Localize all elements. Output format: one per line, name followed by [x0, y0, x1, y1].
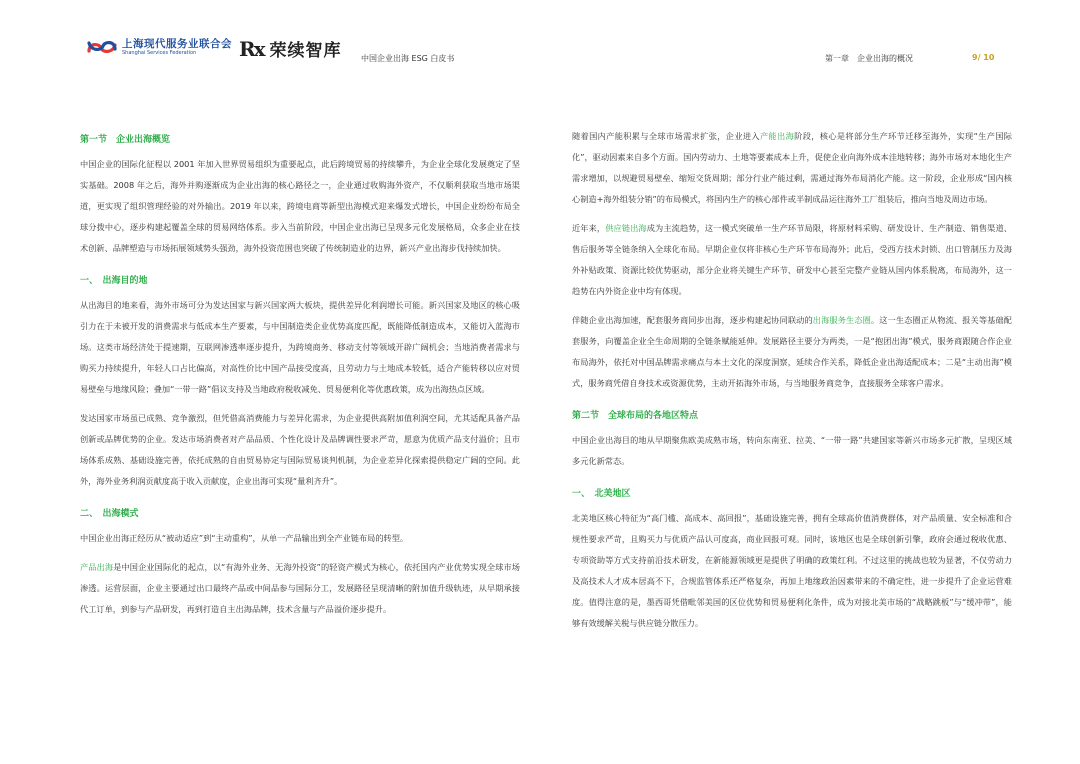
federation-name-en: Shanghai Services Federation: [122, 49, 197, 56]
section-heading: 第一节 企业出海概览: [80, 135, 171, 145]
paragraph: 中国企业的国际化征程以 2001 年加入世界贸易组织为重要起点，此后跨境贸易的持续攀升，为企业全球化发展奠定了坚实基础。2008 年之后，海外并购逐渐成为企业出海的核心路径之一，企业通过收购海外资产，不仅顺利获取当地市场渠道，更实现了组织管理经验的对外输出。2019 年以来，跨境电商等新型出海模式迎来爆发式增长，中国企业纷纷布局全球分拨中心，逐步构建起覆盖全球的贸易网络体系。步入当前阶段，中国企业出海已呈现多元化发展格局，众多企业在技术创新、品牌塑造与市场拓展领域势头强劲，海外投资范围也突破了传统制造业的边界，新兴产业出海步伐持续加快。: [80, 159, 520, 253]
paragraph: [572, 126, 1012, 210]
subsection-heading: 一、 北美地区: [572, 489, 631, 499]
paragraph-text: 近年来，: [572, 223, 606, 233]
paragraph-text: 成为主流趋势，这一模式突破单一生产环节局限，将原材料采购、研发设计、生产制造、销售渠道、售后服务等全链条纳入全球化布局。早期企业仅将非核心生产环节布局海外；此后，受西方技术封锁、出口管制压力及海外补贴政策、资源比较优势驱动，部分企业将关键生产环节、研发中心甚至完整产业链从国内体系脱离，布局海外，这一趋势在内外资企业中均有体现。: [572, 223, 1012, 296]
paragraph-text: 。这一生态圈正从物流、报关等基础配套服务，向覆盖企业全生命周期的全链条赋能延伸。发展路径主要分为两类，一是“抱团出海”模式，服务商跟随合作企业布局海外，依托对中国品牌需求痛点与本土文化的深度洞察，延续合作关系，降低企业出海适配成本；二是“主动出海”模式，服务商凭借自身技术或资源优势，主动开拓海外市场，与当地服务商竞争，直接服务全球客户需求。: [572, 315, 1012, 388]
chapter-title: 第一章 企业出海的概况: [825, 54, 913, 63]
paragraph: [80, 557, 520, 620]
paragraph-text: 伴随企业出海加速，配套服务商同步出海，逐步构建起协同联动的: [572, 315, 813, 325]
paragraph: 发达国家市场虽已成熟、竞争激烈，但凭借高消费能力与差异化需求，为企业提供高附加值利润空间，尤其适配具备产品创新或品牌优势的企业。发达市场消费者对产品品质、个性化设计及品牌调性要求严苛，愿意为优质产品支付溢价；且市场体系成熟、基础设施完善，依托成熟的自由贸易协定与国际贸易谈判机制，为企业差异化探索提供稳定广阔的空间。此外，海外业务利润贡献度高于收入贡献度，企业出海可实现“量利齐升”。: [80, 413, 520, 486]
federation-logo: [86, 37, 232, 57]
paragraph: [572, 218, 1012, 302]
paragraph-text: 阶段，核心是将部分生产环节迁移至海外，实现“生产国际化”，驱动因素来自多个方面。国内劳动力、土地等要素成本上升，促使企业向海外成本洼地转移；海外市场对本地化生产需求增加，以规避贸易壁垒、缩短交货周期；部分行业产能过剩，需通过海外布局消化产能。这一阶段，企业形成“国内核心制造+海外组装分销”的布局模式，将国内生产的核心部件或半制成品运往海外工厂组装后，推向当地及周边市场。: [572, 131, 1012, 204]
paragraph-text: 随着国内产能积累与全球市场需求扩张，企业进入: [572, 131, 760, 141]
rx-logo-mark: Rx: [239, 36, 264, 61]
page-header: [0, 0, 1080, 80]
paragraph: 从出海目的地来看，海外市场可分为发达国家与新兴国家两大板块，提供差异化利润增长可能。新兴国家及地区的核心吸引力在于未被开发的消费需求与低成本生产要素，与中国制造类企业优势高度匹配，既能降低制造成本，又能切入蓝海市场。这类市场经济处于提速期，互联网渗透率逐步提升，为跨境商务、移动支付等领域开辟广阔机会；当地消费者需求与购买力持续提升，年轻人口占比偏高，对高性价比中国产品接受度高，且劳动力与土地成本较低，适合产能转移以应对贸易壁垒与地缘风险；叠加“一带一路”倡议支持及当地政府税收减免、贸易便利化等优惠政策，成为出海热点区域。: [80, 300, 520, 394]
subsection-heading: 一、 出海目的地: [80, 276, 148, 286]
section-heading: 第二节 全球布局的各地区特点: [572, 411, 699, 421]
document-title: 中国企业出海 ESG 白皮书: [361, 54, 455, 63]
paragraph: 中国企业出海正经历从“被动适应”到“主动重构”，从单一产品输出到全产业链布局的转型。: [80, 533, 409, 543]
federation-emblem-icon: [86, 37, 118, 57]
subsection-heading: 二、 出海模式: [80, 509, 139, 519]
think-tank-name: 荣续智库: [269, 41, 342, 61]
page-number: 9/ 10: [972, 53, 995, 62]
paragraph: [572, 310, 1012, 394]
paragraph: 北美地区核心特征为“高门槛、高成本、高回报”，基础设施完善，拥有全球高价值消费群体，对产品质量、安全标准和合规性要求严苛，且购买力与优质产品认可度高，商业回报可观。同时，该地区也是全球创新引擎，政府会通过税收优惠、专项资助等方式支持前沿技术研发，在新能源领域更是提供了明确的政策红利。不过这里的挑战也较为显著，不仅劳动力及高技术人才成本居高不下，合规监管体系还严格复杂，再加上地缘政治因素带来的不确定性，进一步提升了企业运营难度。值得注意的是，墨西哥凭借毗邻美国的区位优势和贸易便利化条件，成为对接北美市场的“战略跳板”与“缓冲带”，能够有效缓解关税与供应链分散压力。: [572, 513, 1012, 628]
highlight-term: 供应链出海: [605, 223, 647, 233]
federation-name: 上海现代服务业联合会: [122, 37, 232, 50]
paragraph-text: 是中国企业国际化的起点，以“有海外业务、无海外投资”的轻资产模式为核心，依托国内产业优势实现全球市场渗透。运营层面，企业主要通过出口最终产品或中间品参与国际分工，发展路径呈现清晰的附加值升级轨迹，从早期承接代工订单，到参与产品研发，再到打造自主出海品牌，技术含量与产品溢价逐步提升。: [80, 562, 520, 614]
left-column: [80, 126, 520, 628]
paragraph: 中国企业出海目的地从早期聚焦欧美成熟市场，转向东南亚、拉美、“一带一路”共建国家等新兴市场多元扩散，呈现区域多元化新常态。: [572, 435, 1012, 466]
think-tank-logo: [239, 36, 342, 61]
right-column: [572, 126, 1012, 642]
highlight-term: 产品出海: [80, 562, 114, 572]
highlight-term: 出海服务生态圈: [812, 315, 871, 325]
highlight-term: 产能出海: [759, 131, 795, 141]
